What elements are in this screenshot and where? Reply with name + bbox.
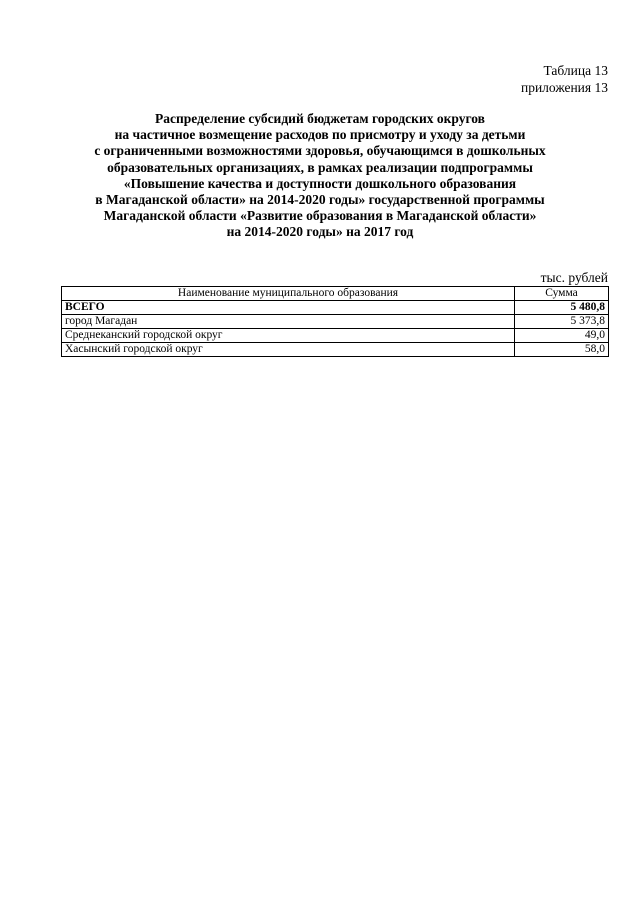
title-line: «Повышение качества и доступности дошкольного образования xyxy=(123,175,517,191)
row-name: город Магадан xyxy=(62,315,515,329)
table-row-total xyxy=(62,301,609,315)
title-line: на 2014-2020 годы» на 2017 год xyxy=(226,224,414,240)
row-amount: 5 480,8 xyxy=(515,301,609,315)
column-header-amount: Сумма xyxy=(515,287,609,301)
title-line: с ограниченными возможностями здоровья, обучающимся в дошкольных xyxy=(94,143,546,159)
table-row xyxy=(62,343,609,357)
table-row xyxy=(62,315,609,329)
row-amount: 5 373,8 xyxy=(515,315,609,329)
document-title xyxy=(40,111,600,241)
row-amount: 58,0 xyxy=(515,343,609,357)
subsidy-table xyxy=(61,286,609,357)
table-row xyxy=(62,329,609,343)
title-line: на частичное возмещение расходов по присмотру и уходу за детьми xyxy=(114,127,526,143)
appendix-number: приложения 13 xyxy=(520,80,608,95)
row-name: ВСЕГО xyxy=(62,301,515,315)
table-header-row xyxy=(62,287,609,301)
document-reference xyxy=(521,62,608,96)
title-line: образовательных организациях, в рамках реализации подпрограммы xyxy=(107,159,533,175)
row-amount: 49,0 xyxy=(515,329,609,343)
units-label: тыс. рублей xyxy=(540,270,608,285)
title-line: в Магаданской области» на 2014-2020 годы» государственной программы xyxy=(95,192,545,208)
row-name: Среднеканский городской округ xyxy=(62,329,515,343)
row-name: Хасынский городской округ xyxy=(62,343,515,357)
column-header-name: Наименование муниципального образования xyxy=(62,287,515,301)
table-number: Таблица 13 xyxy=(543,63,608,78)
title-line: Магаданской области «Развитие образования в Магаданской области» xyxy=(103,208,537,224)
title-line: Распределение субсидий бюджетам городских округов xyxy=(155,111,485,126)
